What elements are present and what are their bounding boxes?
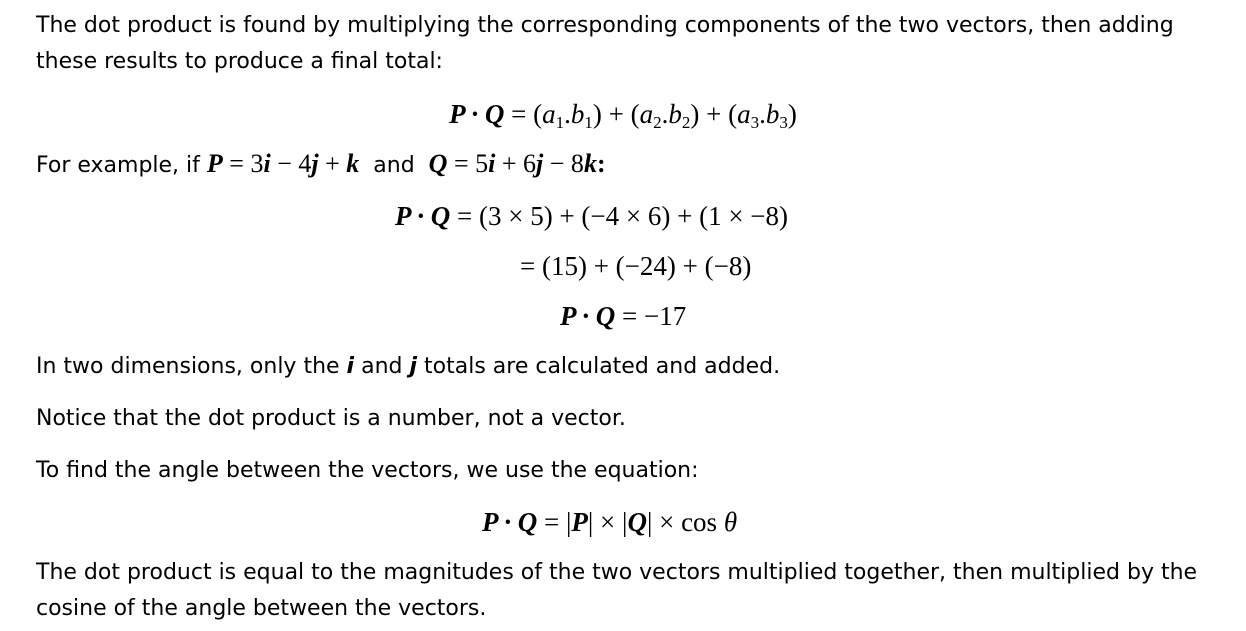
angle-formula: P · Q = |P| × |Q| × cos θ — [482, 507, 738, 537]
number-not-vector-note: Notice that the dot product is a number, not a vector. — [36, 406, 626, 431]
two-dimensions-note — [36, 349, 1221, 385]
p-definition: P = 3i − 4j + k — [206, 149, 360, 178]
worked-result-rhs: = −17 — [622, 301, 687, 331]
note-2d-j: j — [409, 354, 418, 379]
note-2d-after: totals are calculated and added. — [417, 354, 781, 379]
q-definition: Q = 5i + 6j − 8k: — [428, 149, 606, 178]
worked-line-2: = (15) + (−24) + (−8) — [520, 251, 752, 281]
example-conjunction: and — [373, 153, 415, 178]
worked-line-1-rhs: (3 × 5) + (−4 × 6) + (1 × −8) — [478, 201, 789, 231]
note-2d-mid: and — [354, 354, 410, 379]
angle-intro: To find the angle between the vectors, we use the equation: — [36, 458, 699, 483]
example-paragraph — [36, 146, 1221, 184]
worked-result: P · Q = −17 — [560, 301, 687, 331]
note-2d-i: i — [346, 354, 355, 379]
note-2d-before: In two dimensions, only the — [36, 354, 347, 379]
intro-paragraph: The dot product is found by multiplying the corresponding components of the two vectors, then adding these results to produce a final total: — [36, 13, 1174, 74]
formula-lhs: P · Q — [449, 99, 505, 129]
worked-line-1: P · Q = (3 × 5) + (−4 × 6) + (1 × −8) — [395, 201, 789, 231]
conclusion-paragraph: The dot product is equal to the magnitudes of the two vectors multiplied together, then multiplied by the cosine of the angle between the vectors. — [36, 560, 1198, 621]
general-dot-product-formula: $P \cdot Q = (a_1.b_1) + (a_2.b_2) + (a_3.b_3)$ — [449, 99, 797, 132]
example-prefix: For example, if — [36, 153, 207, 178]
